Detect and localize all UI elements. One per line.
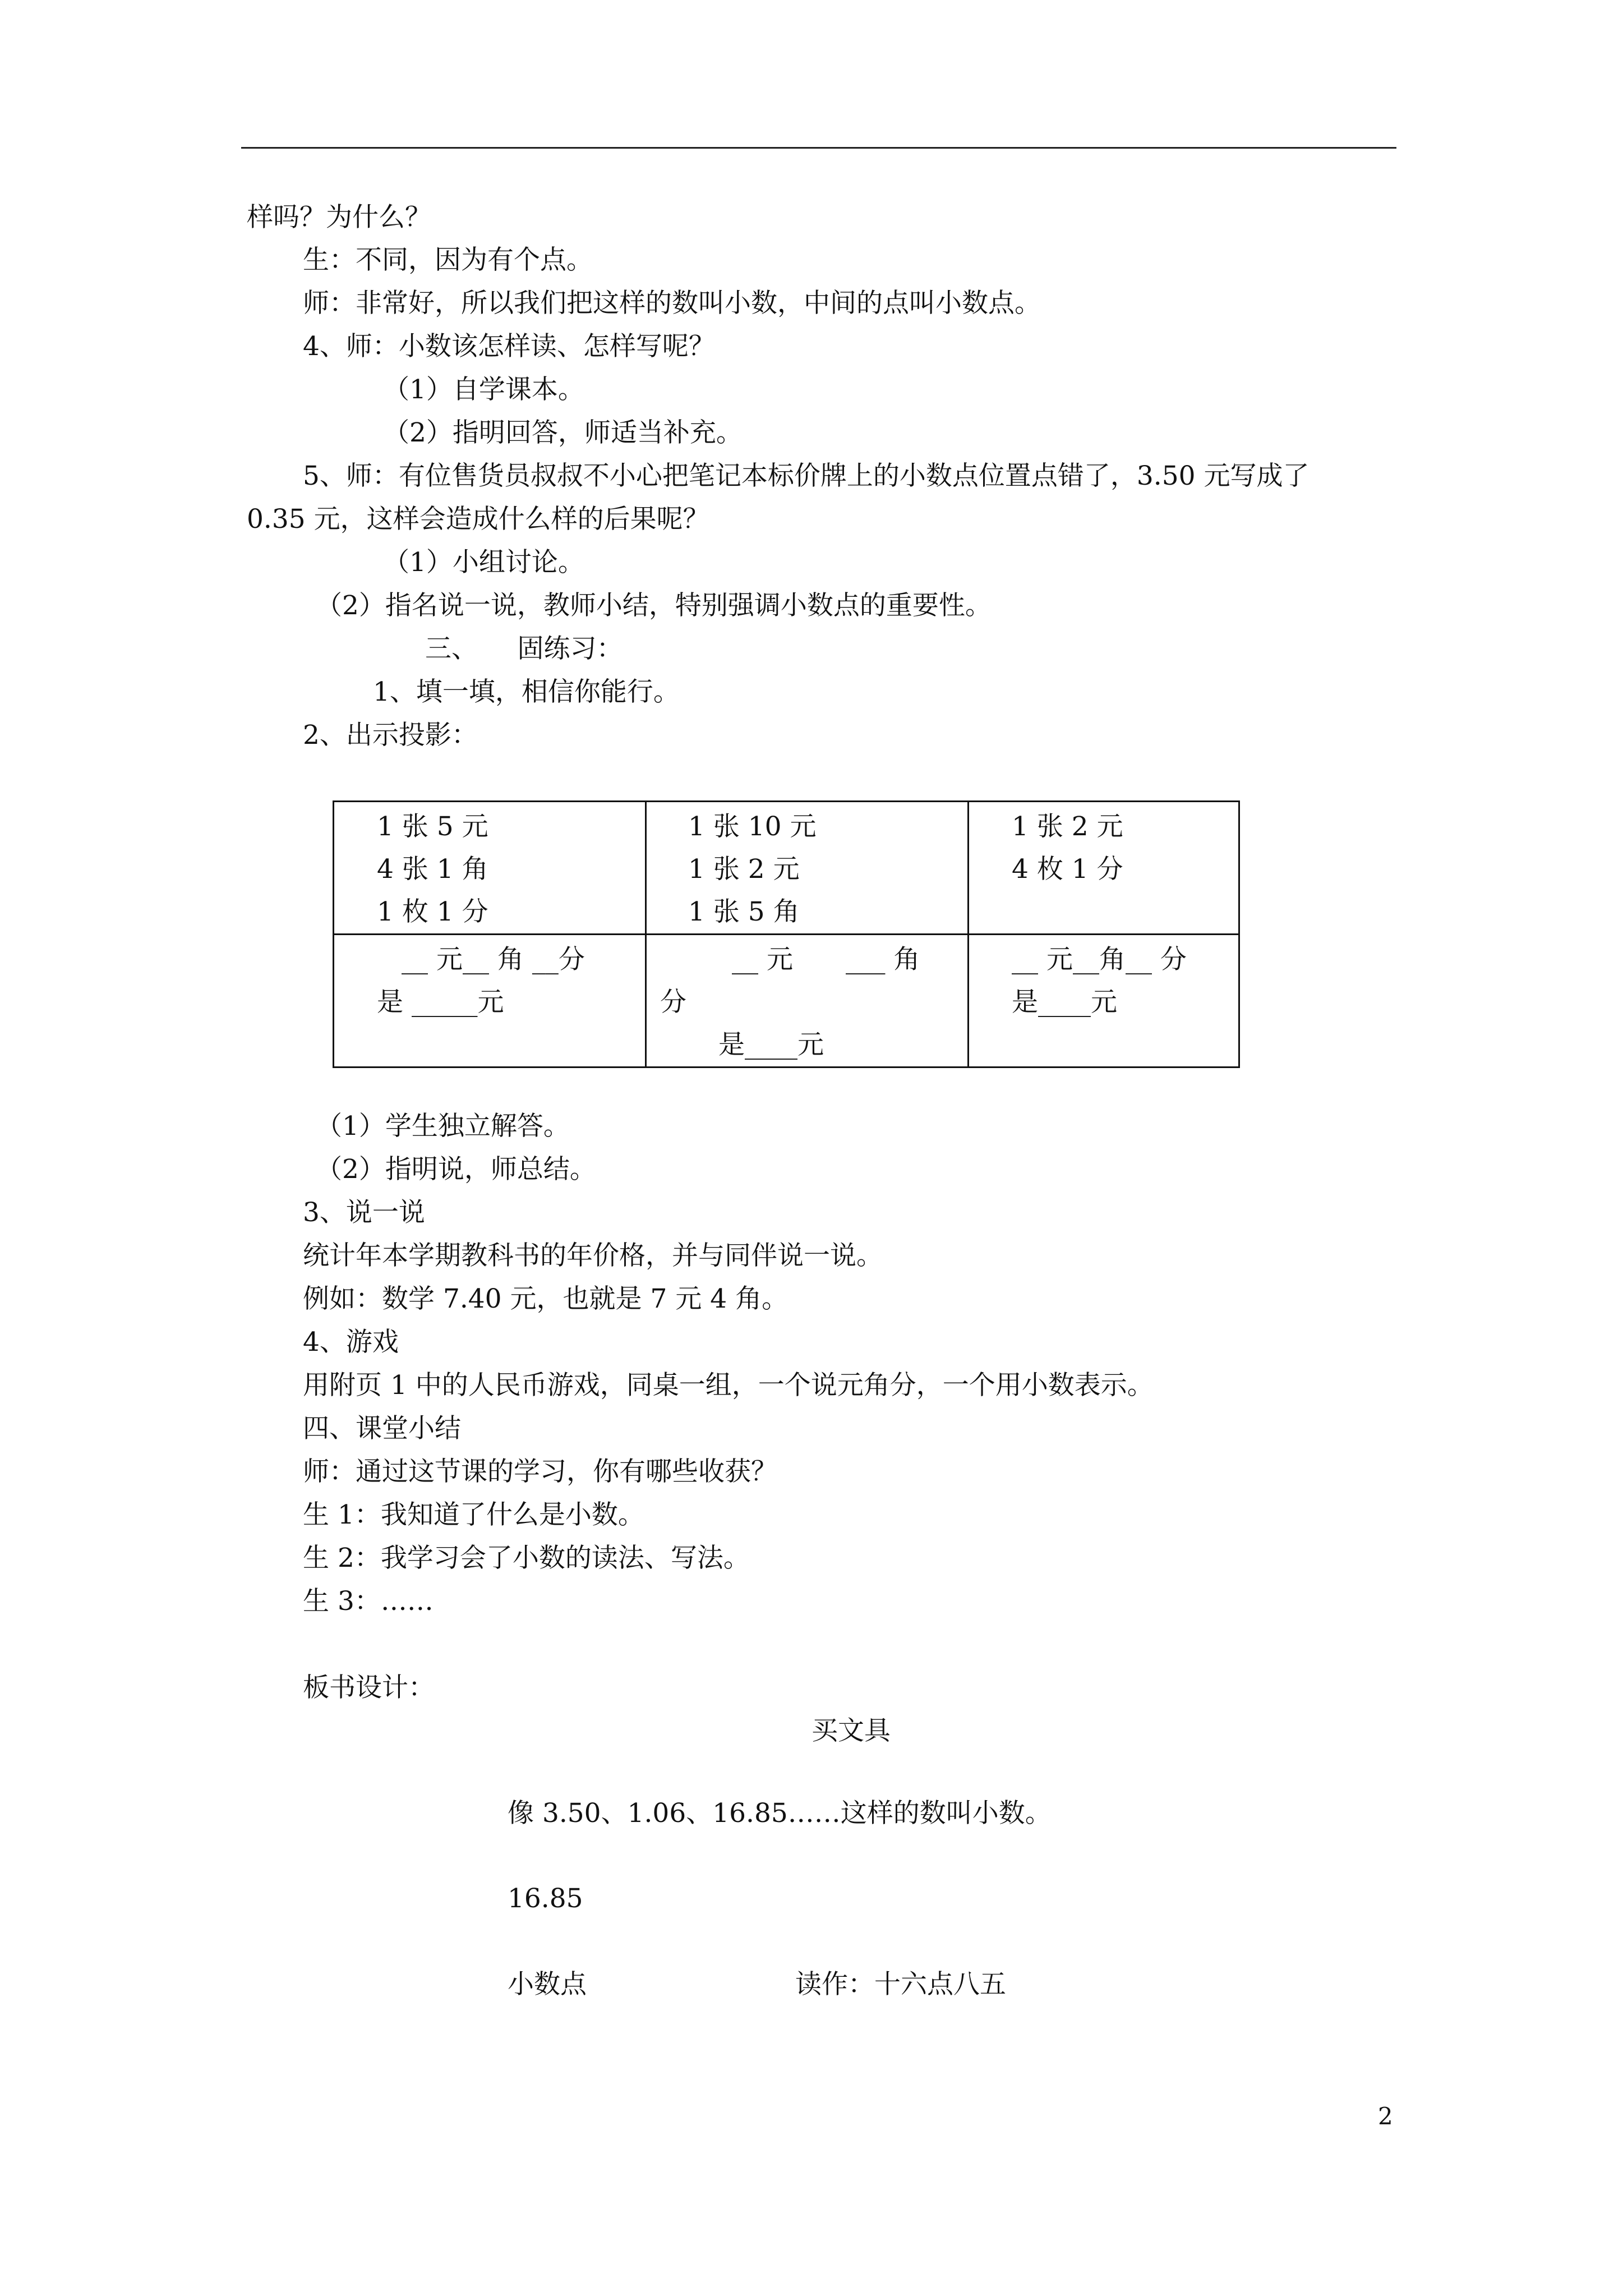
cell-text: 是____元 bbox=[718, 1029, 824, 1060]
text-line: 四、课堂小结 bbox=[303, 1413, 461, 1444]
table-row bbox=[334, 935, 1239, 1068]
text-line: 师：非常好，所以我们把这样的数叫小数，中间的点叫小数点。 bbox=[303, 288, 1041, 319]
table-cell bbox=[969, 802, 1239, 935]
text-line: 用附页 1 中的人民币游戏，同桌一组，一个说元角分，一个用小数表示。 bbox=[303, 1370, 1154, 1401]
text-line: 5、师：有位售货员叔叔不小心把笔记本标价牌上的小数点位置点错了，3.50 元写成了 bbox=[303, 461, 1310, 491]
text-line: （2）指明回答，师适当补充。 bbox=[383, 417, 743, 448]
table-cell bbox=[334, 935, 646, 1068]
text-line: 统计年本学期教科书的年价格，并与同伴说一说。 bbox=[303, 1240, 883, 1271]
text-line: （2）指名说一说，教师小结，特别强调小数点的重要性。 bbox=[316, 590, 992, 621]
cell-text: 1 张 5 元 bbox=[377, 811, 488, 842]
text-line: 生 2：我学习会了小数的读法、写法。 bbox=[303, 1543, 750, 1573]
text-line: 0.35 元，这样会造成什么样的后果呢？ bbox=[247, 504, 709, 535]
text-line: （1）学生独立解答。 bbox=[316, 1111, 570, 1142]
cell-text: 1 张 2 元 bbox=[688, 854, 800, 885]
board-reading: 读作：十六点八五 bbox=[795, 1969, 1006, 2000]
money-table bbox=[333, 800, 1240, 1068]
table-row bbox=[334, 802, 1239, 935]
text-line: 2、出示投影： bbox=[303, 720, 478, 751]
board-point-label: 小数点 bbox=[508, 1969, 587, 2000]
text-line: 4、师：小数该怎样读、怎样写呢？ bbox=[303, 331, 715, 362]
cell-text: 1 张 10 元 bbox=[688, 811, 817, 842]
cell-text: 是____元 bbox=[1012, 987, 1117, 1018]
text-line: 1、填一填，相信你能行。 bbox=[373, 677, 680, 707]
text-line: 3、说一说 bbox=[303, 1197, 425, 1228]
board-title: 买文具 bbox=[811, 1715, 891, 1746]
cell-text: __ 元__角__ 分 bbox=[1012, 944, 1187, 975]
cell-text: __ 元__ 角 __分 bbox=[402, 944, 585, 975]
text-line: 例如：数学 7.40 元，也就是 7 元 4 角。 bbox=[303, 1283, 789, 1314]
text-line: 生：不同，因为有个点。 bbox=[303, 245, 593, 275]
cell-text: 4 枚 1 分 bbox=[1012, 854, 1123, 885]
text-line: 三、 固练习： bbox=[425, 633, 623, 664]
text-line: 生 3：…… bbox=[303, 1586, 434, 1617]
text-line: 4、游戏 bbox=[303, 1327, 399, 1358]
cell-text: 1 枚 1 分 bbox=[377, 896, 488, 927]
page-number: 2 bbox=[1378, 2102, 1393, 2130]
cell-text: 1 张 5 角 bbox=[688, 896, 800, 927]
cell-text: __ 元 ___ 角 bbox=[732, 944, 920, 975]
text-line: 样吗？为什么？ bbox=[247, 202, 431, 233]
table-cell bbox=[646, 802, 969, 935]
cell-text: 1 张 2 元 bbox=[1012, 811, 1123, 842]
table-cell bbox=[646, 935, 969, 1068]
board-label: 板书设计： bbox=[303, 1672, 435, 1703]
cell-text: 4 张 1 角 bbox=[377, 854, 488, 885]
board-definition: 像 3.50、1.06、16.85……这样的数叫小数。 bbox=[508, 1798, 1052, 1829]
text-line: （2）指明说，师总结。 bbox=[316, 1154, 596, 1185]
table-cell bbox=[334, 802, 646, 935]
text-line: 生 1：我知道了什么是小数。 bbox=[303, 1499, 644, 1530]
text-line: （1）自学课本。 bbox=[383, 374, 584, 405]
board-number: 16.85 bbox=[508, 1883, 583, 1914]
header-rule bbox=[241, 147, 1396, 149]
cell-text: 分 bbox=[660, 987, 686, 1018]
text-line: （1）小组讨论。 bbox=[383, 547, 584, 578]
text-line: 师：通过这节课的学习，你有哪些收获？ bbox=[303, 1456, 777, 1487]
cell-text: 是 _____元 bbox=[377, 987, 504, 1018]
table-cell bbox=[969, 935, 1239, 1068]
